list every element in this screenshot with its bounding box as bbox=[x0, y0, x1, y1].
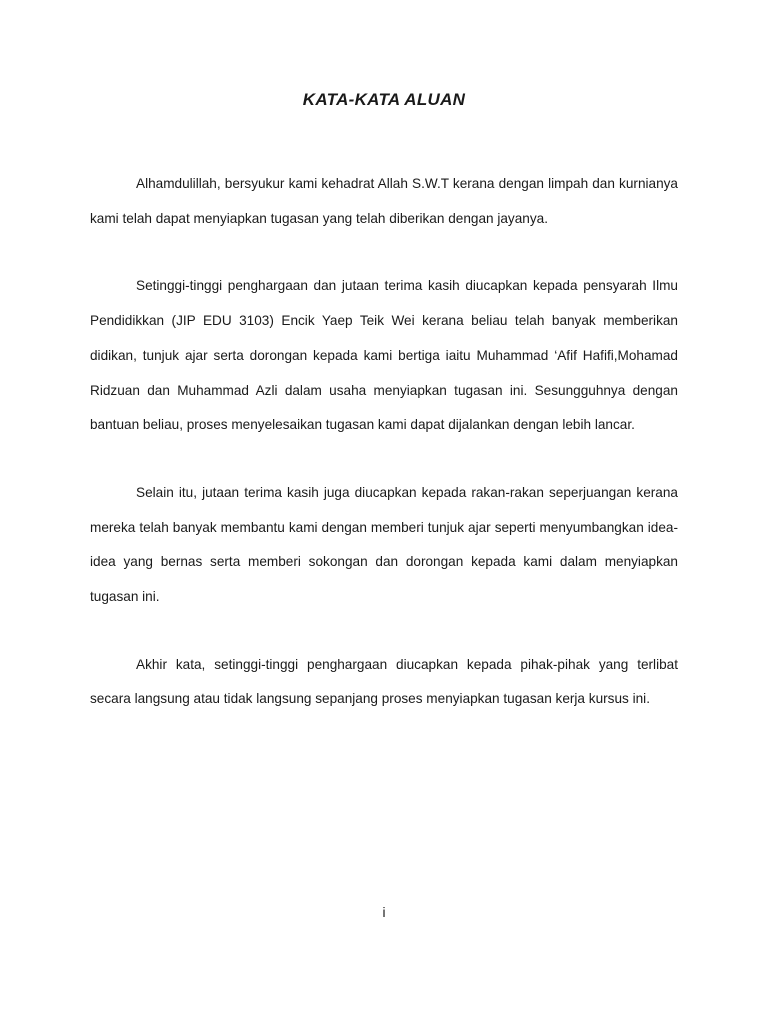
paragraph-lecturer-thanks: Setinggi-tinggi penghargaan dan jutaan terima kasih diucapkan kepada pensyarah Ilmu Pendidikkan (JIP EDU 3103) Encik Yaep Teik Wei kerana beliau telah banyak memberikan didikan, tunjuk ajar serta dorongan kepada kami bertiga iaitu Muhammad ‘Afif Hafifi,Mohamad Ridzuan dan Muhammad Azli dalam usaha menyiapkan tugasan ini. Sesungguhnya dengan bantuan beliau, proses menyelesaikan tugasan kami dapat dijalankan dengan lebih lancar. bbox=[90, 278, 678, 433]
page-title: KATA-KATA ALUAN bbox=[302, 90, 466, 109]
page-number: i bbox=[382, 905, 386, 920]
body-text bbox=[90, 167, 678, 750]
paragraph-closing: Akhir kata, setinggi-tinggi penghargaan diucapkan kepada pihak-pihak yang terlibat secara langsung atau tidak langsung sepanjang proses menyiapkan tugasan kerja kursus ini. bbox=[90, 656, 678, 707]
paragraph-opening: Alhamdulillah, bersyukur kami kehadrat Allah S.W.T kerana dengan limpah dan kurnianya kami telah dapat menyiapkan tugasan yang telah diberikan dengan jayanya. bbox=[90, 176, 678, 226]
paragraph-friends-thanks: Selain itu, jutaan terima kasih juga diucapkan kepada rakan-rakan seperjuangan kerana mereka telah banyak membantu kami dengan memberi tunjuk ajar seperti menyumbangkan idea-idea yang bernas serta memberi sokongan dan dorongan kepada kami dalam menyiapkan tugasan ini. bbox=[90, 484, 678, 605]
